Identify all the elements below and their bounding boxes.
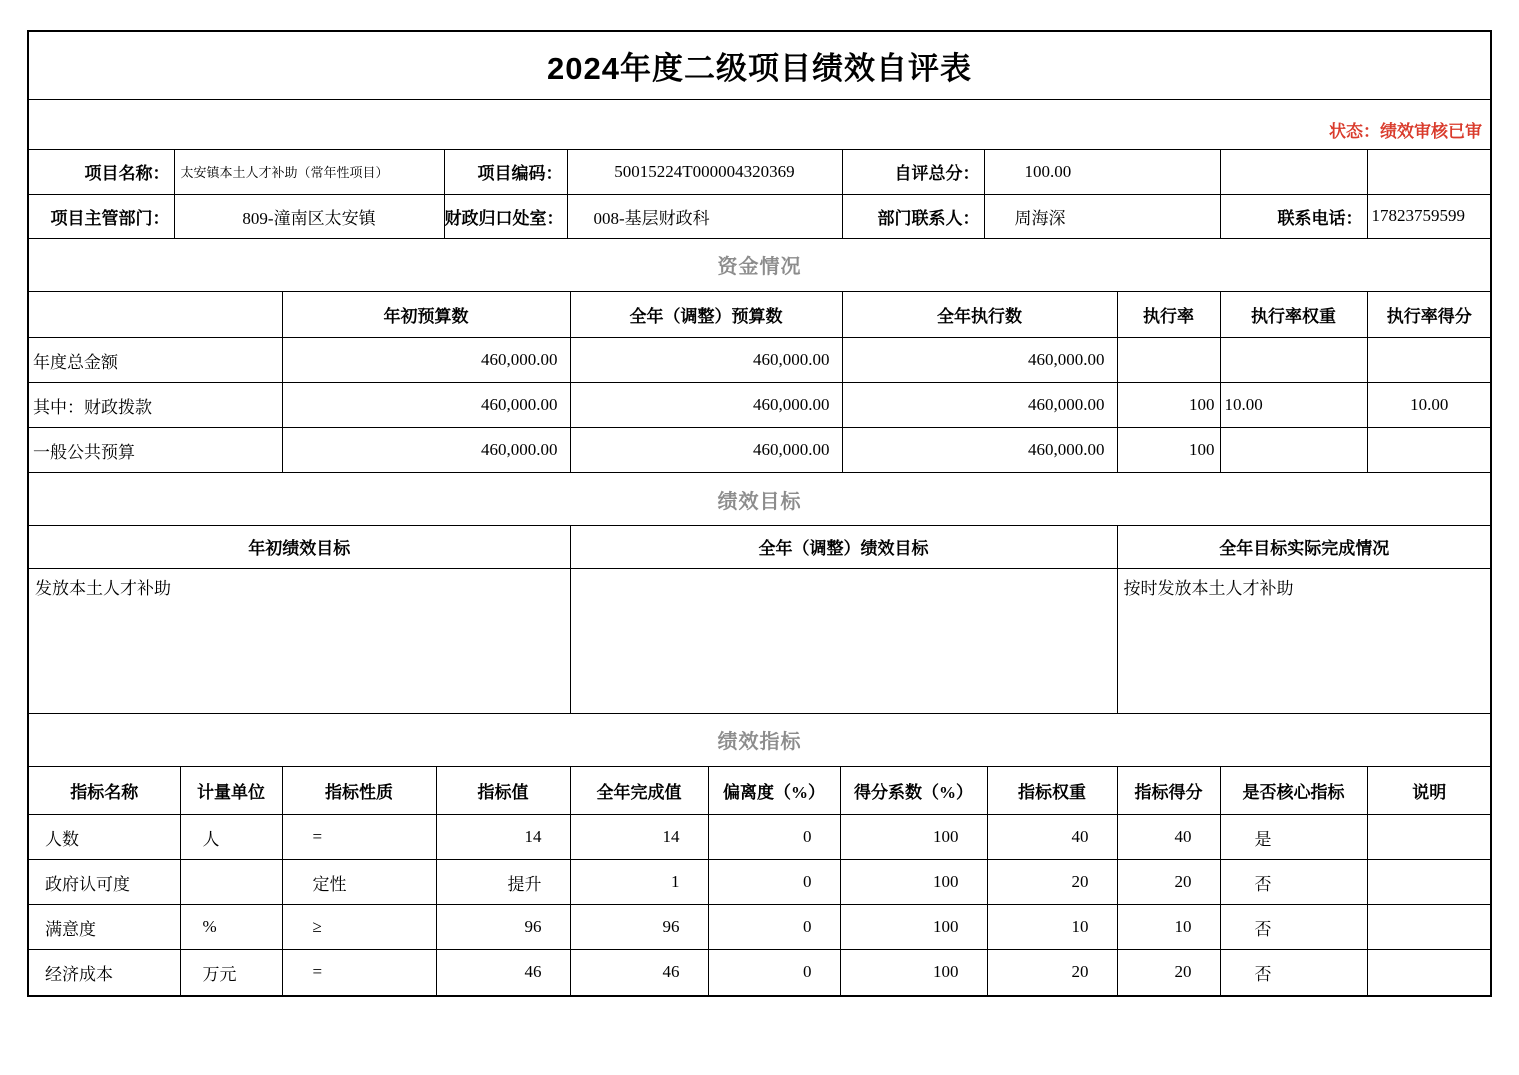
goals-table: [29, 526, 1491, 714]
phone-value: 17823759599: [1367, 194, 1491, 238]
funding-cell: 460,000.00: [570, 428, 842, 473]
indicator-cell: ≥: [282, 905, 436, 950]
indicator-cell: 100: [840, 905, 987, 950]
funding-header-cell: 全年执行数: [842, 292, 1117, 338]
funding-cell: 10.00: [1220, 383, 1367, 428]
funding-table: [29, 292, 1491, 474]
funding-cell: [1367, 428, 1491, 473]
indicator-cell: 0: [708, 815, 840, 860]
funding-cell: 460,000.00: [282, 383, 570, 428]
indicator-cell: [1367, 815, 1491, 860]
indicator-cell: 0: [708, 860, 840, 905]
indicator-cell: 40: [987, 815, 1117, 860]
indicator-cell: 10: [1117, 905, 1220, 950]
funding-cell: 460,000.00: [570, 338, 842, 383]
indicator-cell: 万元: [180, 950, 282, 995]
funding-cell: 年度总金额: [29, 338, 282, 383]
funding-cell: 460,000.00: [842, 428, 1117, 473]
indicator-cell: 0: [708, 950, 840, 995]
indicator-cell: 14: [436, 815, 570, 860]
indicator-cell: 100: [840, 950, 987, 995]
indicator-cell: 政府认可度: [29, 860, 180, 905]
indicators-table: [29, 767, 1491, 995]
indicator-cell: 人数: [29, 815, 180, 860]
dept-label: 项目主管部门：: [29, 194, 174, 238]
indicator-header-cell: 得分系数（%）: [840, 767, 987, 815]
indicator-cell: 满意度: [29, 905, 180, 950]
funding-cell: 460,000.00: [282, 338, 570, 383]
goals-content-row: [29, 568, 1491, 713]
indicator-row: [29, 905, 1491, 950]
indicator-cell: 46: [570, 950, 708, 995]
project-code-label: 项目编码：: [444, 150, 567, 194]
indicator-cell: =: [282, 950, 436, 995]
indicator-cell: [180, 860, 282, 905]
info-empty-cell: [1220, 150, 1367, 194]
status-badge: 状态：绩效审核已审: [1329, 122, 1482, 141]
indicator-cell: 定性: [282, 860, 436, 905]
indicator-cell: 20: [987, 950, 1117, 995]
info-row-1: [29, 150, 1491, 194]
indicator-cell: [1367, 905, 1491, 950]
indicator-header-cell: 偏离度（%）: [708, 767, 840, 815]
info-row-2: [29, 194, 1491, 238]
contact-value: 周海深: [984, 194, 1220, 238]
indicator-cell: 20: [1117, 860, 1220, 905]
indicator-cell: 人: [180, 815, 282, 860]
indicator-cell: 14: [570, 815, 708, 860]
funding-cell: 460,000.00: [570, 383, 842, 428]
indicator-cell: 是: [1220, 815, 1367, 860]
indicator-cell: 100: [840, 815, 987, 860]
indicator-header-cell: 指标值: [436, 767, 570, 815]
indicators-header-row: [29, 767, 1491, 815]
indicator-cell: 否: [1220, 860, 1367, 905]
indicator-header-cell: 指标得分: [1117, 767, 1220, 815]
indicator-header-cell: 说明: [1367, 767, 1491, 815]
funding-row-total: [29, 338, 1491, 383]
finance-office-value: 008-基层财政科: [567, 194, 842, 238]
indicator-header-cell: 指标名称: [29, 767, 180, 815]
funding-header-cell: 全年（调整）预算数: [570, 292, 842, 338]
goals-header-cell: 年初绩效目标: [29, 526, 570, 568]
info-empty-cell: [1367, 150, 1491, 194]
indicator-header-cell: 指标性质: [282, 767, 436, 815]
self-evaluation-form: [27, 30, 1492, 997]
indicator-header-cell: 全年完成值: [570, 767, 708, 815]
funding-row-public-budget: [29, 428, 1491, 473]
self-score-value: 100.00: [984, 150, 1220, 194]
dept-value: 809-潼南区太安镇: [174, 194, 444, 238]
funding-header-cell: 执行率得分: [1367, 292, 1491, 338]
indicator-header-cell: 是否核心指标: [1220, 767, 1367, 815]
funding-cell: 其中：财政拨款: [29, 383, 282, 428]
funding-header-row: [29, 292, 1491, 338]
section-header-goals: 绩效目标: [29, 473, 1490, 526]
indicator-row: [29, 815, 1491, 860]
indicator-header-cell: 指标权重: [987, 767, 1117, 815]
funding-cell: 460,000.00: [282, 428, 570, 473]
project-name-value: 太安镇本土人才补助（常年性项目）: [174, 150, 444, 194]
indicator-cell: 否: [1220, 905, 1367, 950]
goal-initial: 发放本土人才补助: [29, 568, 570, 713]
indicator-cell: 46: [436, 950, 570, 995]
funding-header-cell: 执行率权重: [1220, 292, 1367, 338]
status-row: [29, 100, 1490, 150]
funding-cell: 10.00: [1367, 383, 1491, 428]
contact-label: 部门联系人：: [842, 194, 984, 238]
indicator-cell: 20: [987, 860, 1117, 905]
funding-cell: [1117, 338, 1220, 383]
finance-office-label: 财政归口处室：: [444, 194, 567, 238]
indicator-cell: 0: [708, 905, 840, 950]
section-header-funding: 资金情况: [29, 239, 1490, 292]
funding-cell: 一般公共预算: [29, 428, 282, 473]
indicator-row: [29, 860, 1491, 905]
indicator-cell: 96: [436, 905, 570, 950]
indicator-row: [29, 950, 1491, 995]
funding-cell: 100: [1117, 383, 1220, 428]
indicator-cell: [1367, 950, 1491, 995]
project-code-value: 50015224T000004320369: [567, 150, 842, 194]
funding-cell: [1220, 428, 1367, 473]
funding-row-fiscal: [29, 383, 1491, 428]
funding-cell: 460,000.00: [842, 383, 1117, 428]
funding-cell: [1220, 338, 1367, 383]
indicator-cell: 经济成本: [29, 950, 180, 995]
self-score-label: 自评总分：: [842, 150, 984, 194]
project-name-label: 项目名称：: [29, 150, 174, 194]
phone-label: 联系电话：: [1220, 194, 1367, 238]
funding-header-cell: [29, 292, 282, 338]
indicator-header-cell: 计量单位: [180, 767, 282, 815]
funding-cell: 460,000.00: [842, 338, 1117, 383]
funding-cell: [1367, 338, 1491, 383]
indicator-cell: 96: [570, 905, 708, 950]
page-title: 2024年度二级项目绩效自评表: [29, 32, 1490, 100]
goals-header-row: [29, 526, 1491, 568]
indicator-cell: %: [180, 905, 282, 950]
indicator-cell: 20: [1117, 950, 1220, 995]
indicator-cell: 10: [987, 905, 1117, 950]
indicator-cell: 1: [570, 860, 708, 905]
indicator-cell: 否: [1220, 950, 1367, 995]
funding-cell: 100: [1117, 428, 1220, 473]
section-header-indicators: 绩效指标: [29, 714, 1490, 767]
funding-header-cell: 执行率: [1117, 292, 1220, 338]
indicator-cell: =: [282, 815, 436, 860]
indicator-cell: [1367, 860, 1491, 905]
indicator-cell: 100: [840, 860, 987, 905]
indicator-cell: 40: [1117, 815, 1220, 860]
project-info-table: [29, 150, 1491, 239]
goals-header-cell: 全年目标实际完成情况: [1117, 526, 1491, 568]
goals-header-cell: 全年（调整）绩效目标: [570, 526, 1117, 568]
goal-actual: 按时发放本土人才补助: [1117, 568, 1491, 713]
funding-header-cell: 年初预算数: [282, 292, 570, 338]
indicator-cell: 提升: [436, 860, 570, 905]
goal-adjusted: [570, 568, 1117, 713]
